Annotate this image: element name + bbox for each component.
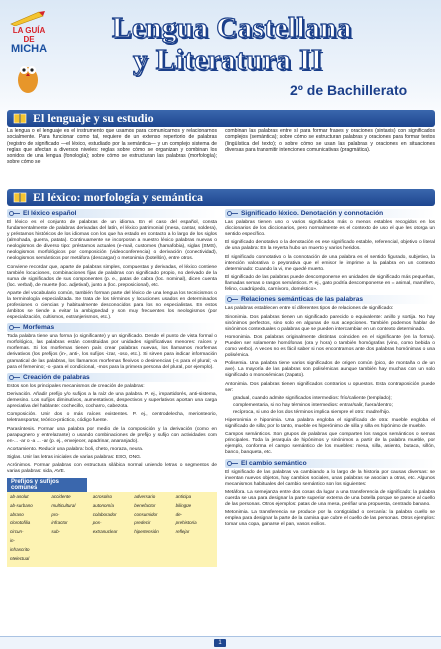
subheading-cambio: El cambio semántico (225, 459, 435, 468)
intro-paragraph-1: La lengua o el lenguaje es el instrumento que usamos para comunicarnos y relacionarnos socialmente. Para funcionar como tal, requiere de un extenso repertorio de palabras (registro de significado —el léxico, estudiado por la semántica— y un complejo sistema de reglas que afectan a diversos niveles: reglas sobre cómo se organizan y combinan los sonidos de una lengua (fonología); sobre cómo se estructuran las palabras (morfología); sobre cómo se (7, 128, 217, 166)
paragraph: Parasíntesis. Formar una palabra por medio de la composición y la derivación (como en parapugnero y entrelazante) o usando combinaciones de prefijo y sufijo con actividades com en-... -ar o -a ... -ar (p. ej., envejecer, apadrinar, anaranjado). (7, 426, 217, 444)
paragraph: El léxico es el conjunto de palabras de un idioma. En el caso del español, consta fundamentalmente de palabras derivadas del latín, el léxico patrimonial (mesa, cantar, soldera), y préstamos históricos de los idiomas con los que ha estado en contacto a lo largo de los siglos (almohada, guerra, patata). Continuamente se incorporan a nuestro léxico palabras nuevas o neologismos de diverso tipo: préstamos actuales (e-mail, customes (hamafobia), siglas (SMS), neologismos morfológicos por composición (videoconferencia) o derivación (conectividad), neologismos semánticos por metáfora (descargar) o metonimia (botellón), entre otros. (7, 220, 217, 262)
prefijo-cell (176, 547, 214, 556)
prefijo-cell: ab-surbano (10, 502, 33, 508)
left-column (7, 208, 217, 567)
prefijo-cell (51, 547, 89, 556)
prefijo-cell: pro- (51, 511, 60, 517)
paragraph: Siglas. Unir las letras iniciales de varias palabras: ESO, ONG. (7, 455, 142, 461)
paragraph: Sinonimia. Dos palabras tienen un significado parecido o equivalente: anillo y sortija. No hay sinónimos perfectos, sino solo en algunas de sus acepciones. También podemos hablar de sinónimos contextuales o palabras que se pueden intercambiar en un contexto determinado. (225, 314, 435, 332)
key-icon (227, 297, 239, 302)
prefijo-cell: reflejar (175, 529, 190, 535)
prefijo-cell: adversario (134, 493, 156, 499)
prefijo-cell (93, 547, 131, 556)
logo (9, 10, 48, 88)
paragraph: El significado de las palabras puede descomponerse en unidades de significado más pequeñas, llamadas semas o rasgos semánticos. P. ej., gato podría descomponerse en = animal, mamífero, felino, cuadrúpedo, carnívoro, doméstico». (225, 274, 435, 293)
prefijo-cell: prehistoria (175, 520, 197, 526)
key-icon (9, 211, 21, 216)
paragraph: Composición. Unir dos o más raíces existentes. P. ej., centrodelecha, merionteorio, teletransportar, teórico-práctico, código fuente. (7, 412, 217, 424)
paragraph: Toda palabra tiene una forma (o significante) y un significado. Desde el punto de vista formal o morfológico, las palabras están constituidas por unidades significativas menores: raíces y morfemas. Si los morfemas tienen país crear palabras nuevas, los llamamos morfemas derivativos (los prefijos (in-, anti-, los sufijos -izar, -oso, etc.). Si sirven para indicar información gramatical de las palabras, los llamamos morfemas flexivos o desinencias (-s para el plural; -a para el femenino; -o -para el condicional, -mos para la primera persona del plural, por ejemplo). (7, 334, 217, 370)
prefijo-cell: multicultural (51, 502, 76, 508)
prefijo-cell: pos- (92, 520, 102, 526)
paragraph: Metáfora. La semejanza entre dos cosas da lugar a una transferencia de significado: la palabra cuerda se usa para designar la parte superior externa de una botella porque se parece al cuello de las personas. Otros ejemplos: patas de una mesa, perifiar una propuesta, centrado banano. (225, 489, 435, 508)
prefijo-cell: colaborador (92, 511, 117, 517)
prefijo-cell: bilingüe (175, 502, 192, 508)
prefijo-cell: ab-asolut (10, 493, 29, 499)
key-icon (9, 325, 21, 330)
paragraph: Acortamiento. Reducir una palabra: boli, cheto, moraza, neura. (7, 446, 144, 452)
logo-line2: DE (23, 35, 35, 44)
subheading-lexico-espanol: El léxico español (7, 209, 217, 218)
pencil-icon (9, 10, 45, 26)
prefijo-cell: circun- (10, 529, 24, 535)
subheading-significado: Significado léxico. Denotación y connotación (225, 209, 435, 218)
prefijo-cell: consumidor (134, 511, 158, 517)
paragraph: Aparte del vocabulario común, también forman parte del léxico de una lengua los tecnicismos o la terminología especializada. Se trata de los términos y locuciones usados en determinados profesiones o ciencias y habitualmente desconocidos para los no especialistas. En estos ámbitos se tiende a evitar la ambigüedad y son muy frecuentes los neologismos (por especialización, cultismos, extranjerismos, etc.). (7, 290, 217, 321)
section-banner-lexico (7, 189, 435, 206)
book-icon (13, 112, 27, 125)
prefijo-cell (134, 547, 172, 556)
key-icon (9, 375, 21, 380)
paragraph: Campos semánticos. Son grupos de palabras que comparten los rasgos semánticos o semas principales. Toda la jerarquía de hipónimos y sinónimos a partir de la palabra mueble, por ejemplo, conforma el campo semántico de los muebles: mesa, silla, asiento, butaca, sillón, banco, banqueta, etc. (225, 432, 435, 456)
page-title-line1: Lengua Castellana (112, 12, 352, 44)
prefijo-cell: extranuclear (92, 529, 118, 535)
subheading-relaciones: Relaciones semánticas de las palabras (225, 295, 435, 304)
key-icon (227, 211, 239, 216)
subheading-morfemas: Morfemas (7, 323, 217, 332)
prefijos-table (7, 492, 217, 567)
paragraph: El significado de las palabras va cambiando a lo largo de la historia por causas diversas: se inventan nuevos objetos, hay cambios sociales, unas palabras se asocian a otras, etc. Algunos mecanismos habituales del cambio semántico son los siguientes: (225, 469, 435, 487)
paragraph: Acrónimos. Formar palabras con estructura silábica normal uniendo letras o segmentos de varias palabras: sida, AVE. (7, 463, 217, 475)
prefijo-cell (93, 556, 131, 565)
prefijo-cell (51, 556, 89, 565)
prefijo-cell: anticipa (175, 493, 192, 499)
prefijo-cell: abraso (10, 511, 24, 517)
prefijo-cell: benefactor (134, 502, 156, 508)
prefijo-cell: ntelectual (10, 555, 30, 561)
prefijo-cell: de- (175, 511, 183, 517)
book-icon (13, 191, 27, 204)
paragraph: Conviene recordar que, aparte de palabras simples, compuestas y derivadas, el léxico contiene también locuciones, combinaciones fijas de palabras con significado propio, no derivado de la suma de significados de sus componentes (p. e., patas de cabra (loc. nominal), dicen cuenta (loc. verbal), de muerte (loc. adjetival), junto a (loc. preposicional), etc. (7, 264, 217, 288)
list-item: recíproca, si uno de los dos términos implica siempre el otro: madre/hijo. (233, 409, 391, 415)
owl-mascot-icon (15, 54, 41, 94)
subheading-creacion: Creación de palabras (7, 373, 217, 382)
prefijo-cell (134, 556, 172, 565)
prefijo-cell (134, 538, 172, 547)
page-subtitle: 2º de Bachillerato (290, 82, 408, 98)
logo-line3: MICHA (11, 43, 48, 55)
page-title-line2: y Literatura II (133, 44, 323, 76)
section-title: El lenguaje y su estudio (33, 111, 154, 125)
paragraph: Polisemia. Una palabra tiene varios significados de origen común (pico, de montaña o de un ave). La mayoría de las palabras son polisémicas aunque también hay muchas con un solo significado o monosémicas (zapato). (225, 361, 435, 379)
prefijo-cell (93, 538, 131, 547)
prefijo-cell: clorotofilia (10, 520, 31, 526)
page-number: 1 (214, 639, 226, 647)
paragraph: Las palabras establecen entre sí diferentes tipos de relaciones de significado: (225, 306, 394, 312)
prefijo-cell: predecir (134, 520, 151, 526)
key-icon (227, 461, 239, 466)
paragraph: Metonimia. La transferencia se produce por la contigüidad o cercanía: la palabra cuello se emplea para designar la parte de la camisa que cubre el cuello de las personas. Otros ejemplos: tomar una copa, ganarse el pan, vasos exilios. (225, 510, 435, 528)
page-header (0, 0, 441, 128)
prefijo-cell (176, 556, 214, 565)
prefijo-cell: autonomía (92, 502, 115, 508)
section-banner-lenguaje (7, 110, 435, 127)
logo-line1: LA GUÍA (12, 26, 46, 35)
prefijo-cell: hipertensión (134, 529, 159, 535)
paragraph: Estos son los principales mecanismos de creación de palabras: (7, 383, 145, 389)
list-item: complementaria, si no hay términos intermedios: entrar/salir, fuera/dentro; (233, 402, 393, 408)
paragraph: Homonimia. Dos palabras originalmente distintas coinciden en el significante (en la forma). Pueden ser solamente homófonas (ora y hora) o también homógrafas (vino, como bebida o como verbo). A veces no es fácil saber si nos encontramos ante dos palabras homónimas o una polisémica. (225, 334, 435, 358)
intro-paragraph-2: combinan las palabras entre sí para formar frases y oraciones (sintaxis) con significados complejos (semántica); sobre cómo se estructuran palabras y oraciones para formar textos (lingüística del texto); o sobre cómo se usan las palabras y oraciones en situaciones diversas para transmitir intenciones comunicativas (pragmática). (225, 128, 435, 153)
prefijo-cell: acrosolso (92, 493, 113, 499)
prefijo-cell: infrascrito (10, 547, 30, 553)
paragraph: Las palabras tienen uno o varios significados más o menos estables recogidos en los diccionarios de los diccionarios, pero normalmente es el contexto de uso el que les otorga un sentido específico. (225, 220, 435, 238)
paragraph: Antonimia. Dos palabras tienen significados contrarios u opuestos. Esta contraposición puede ser: (225, 381, 435, 393)
prefijo-cell (51, 538, 89, 547)
prefijo-cell: accidente (51, 493, 71, 499)
intro-text (7, 128, 435, 176)
paragraph: Derivación. Añadir prefijo y/o sufijos a la raíz de una palabra. P. ej., impartidorés, anti-sistema, demesino. Los sufijos diminutivos, aumentativos, despectivos y superlativos aportan una carga apreciativa del hablante: cochecillo, cocharro, cabezota. (7, 392, 217, 410)
page-footer (0, 636, 441, 649)
paragraph: El significado denotativo o la denotación es ese significado estable, referencial, objetivo o literal de una palabra: En la reyerta hubo un muerto y varios heridos. (225, 240, 435, 252)
section-title: El léxico: morfología y semántica (33, 190, 203, 204)
prefijos-title: Prefijos y sufijos comunes (7, 478, 87, 492)
prefijo-cell: sub- (51, 529, 61, 535)
prefijo-cell: infractor (51, 520, 68, 526)
paragraph: Hiperonimia e hiponimia. Una palabra engloba el significado de otra: mueble engloba el significado de silla; por lo tanto, mueble es hiperónimo de silla y silla es hipónimo de mueble. (225, 417, 435, 429)
prefijo-cell (176, 538, 214, 547)
antonimia-list (233, 396, 435, 416)
right-column (225, 208, 435, 531)
paragraph: El significado connotativo o la connotación de una palabra es el sentido figurado, subjetivo, la intención valorativa o peyorativa que el emisor le imprime a la palabra en un contexto determinado: Cuando la vi, me quedé muerto. (225, 254, 435, 272)
prefijo-cell: in- (10, 538, 16, 544)
list-item: gradual, cuando admite significados intermedios: frío/caliente (templado); (233, 395, 392, 401)
